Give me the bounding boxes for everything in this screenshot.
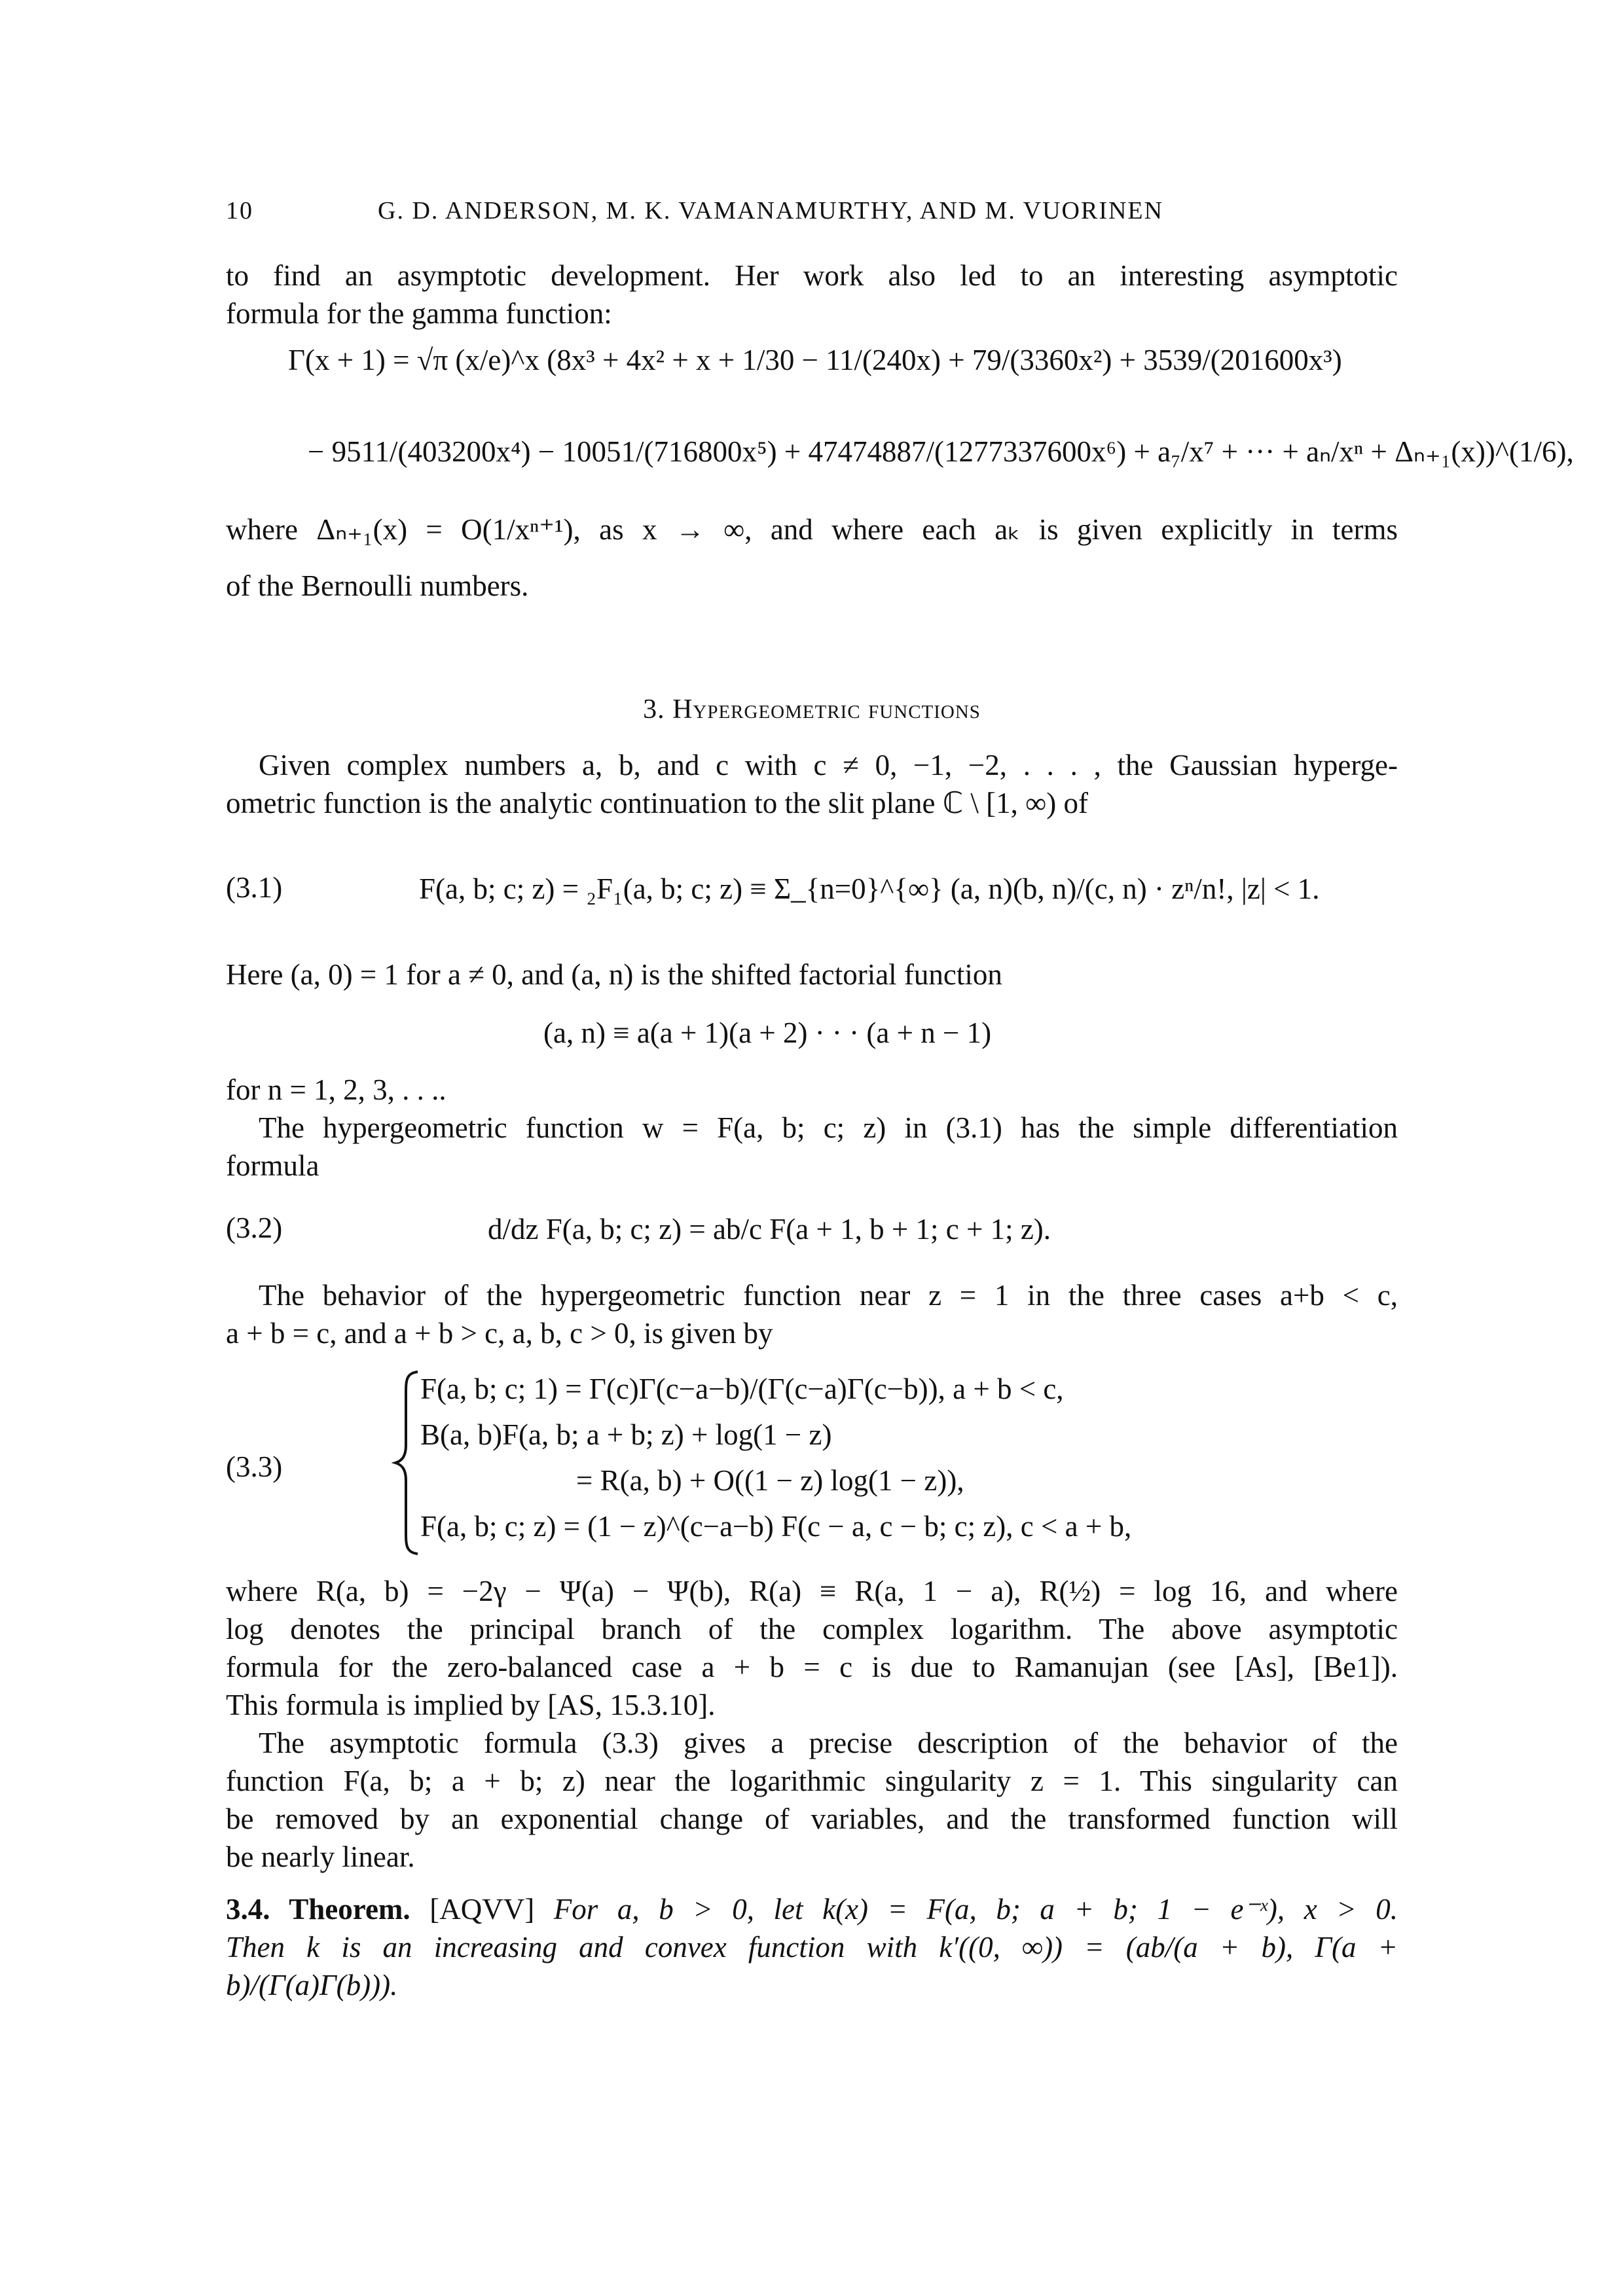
theorem-label: 3.4. Theorem. bbox=[226, 1893, 410, 1926]
theorem-line-3: b)/(Γ(a)Γ(b))). bbox=[226, 1969, 398, 2001]
behavior-line-1: The behavior of the hypergeometric function near z = 1 in the three cases a+b < c, bbox=[259, 1279, 1398, 1312]
equation-3-3-case-2b: = R(a, b) + O((1 − z) log(1 − z)), bbox=[576, 1464, 964, 1497]
shifted-factorial-intro: Here (a, 0) = 1 for a ≠ 0, and (a, n) is the shifted factorial function bbox=[226, 958, 1002, 991]
delta-explanation bbox=[226, 511, 1398, 605]
theorem-line-1-wrap bbox=[226, 1890, 1398, 1928]
ramanujan-line-4: This formula is implied by [AS, 15.3.10]. bbox=[226, 1689, 716, 1721]
equation-number-3-3: (3.3) bbox=[226, 1450, 283, 1483]
ramanujan-line-2: log denotes the principal branch of the complex logarithm. The above asymptotic bbox=[226, 1613, 1398, 1645]
asymptotic-line-3: be removed by an exponential change of variables, and the transformed function will bbox=[226, 1803, 1398, 1835]
asymptotic-paragraph bbox=[226, 1724, 1398, 1876]
equation-3-1: F(a, b; c; z) = ₂F₁(a, b; c; z) ≡ Σ_{n=0}^{∞} (a, n)(b, n)/(c, n) · zⁿ/n!, |z| < 1. bbox=[419, 872, 1320, 905]
shifted-factorial-definition: (a, n) ≡ a(a + 1)(a + 2) · · · (a + n − 1) bbox=[543, 1016, 992, 1049]
delta-line-1: where Δₙ₊₁(x) = O(1/xⁿ⁺¹), as x → ∞, and where each aₖ is given explicitly in terms bbox=[226, 513, 1398, 546]
ramanujan-line-1: where R(a, b) = −2γ − Ψ(a) − Ψ(b), R(a) ≡ R(a, 1 − a), R(½) = log 16, and where bbox=[226, 1575, 1398, 1607]
differentiation-paragraph bbox=[226, 1109, 1398, 1185]
section-title: Hypergeometric functions bbox=[672, 694, 981, 725]
delta-line-2: of the Bernoulli numbers. bbox=[226, 569, 529, 602]
section-intro-line-1: Given complex numbers a, b, and c with c ≠ 0, −1, −2, . . . , the Gaussian hyperge- bbox=[259, 749, 1398, 781]
section-number: 3. bbox=[643, 694, 665, 725]
differentiation-line-2: formula bbox=[226, 1149, 319, 1182]
page-number: 10 bbox=[226, 197, 253, 224]
running-header bbox=[226, 196, 1397, 229]
equation-3-3-case-1: F(a, b; c; 1) = Γ(c)Γ(c−a−b)/(Γ(c−a)Γ(c−b)), a + b < c, bbox=[420, 1372, 1064, 1405]
asymptotic-line-1: The asymptotic formula (3.3) gives a precise description of the behavior of the bbox=[259, 1727, 1398, 1759]
asymptotic-line-4: be nearly linear. bbox=[226, 1840, 415, 1873]
equation-3-3-case-2a: B(a, b)F(a, b; a + b; z) + log(1 − z) bbox=[420, 1418, 832, 1451]
gamma-formula-line-2: − 9511/(403200x⁴) − 10051/(716800x⁵) + 47474887/(1277337600x⁶) + a₇/x⁷ + ··· + aₙ/xⁿ + Δₙ₊₁(x))^(1/6), bbox=[308, 435, 1574, 468]
asymptotic-line-2: function F(a, b; a + b; z) near the logarithmic singularity z = 1. This singularity can bbox=[226, 1765, 1398, 1797]
left-brace-icon bbox=[392, 1368, 424, 1558]
section-intro-line-2: ometric function is the analytic continuation to the slit plane ℂ \ [1, ∞) of bbox=[226, 787, 1088, 819]
equation-3-2: d/dz F(a, b; c; z) = ab/c F(a + 1, b + 1; c + 1; z). bbox=[488, 1213, 1051, 1246]
equation-number-3-1: (3.1) bbox=[226, 871, 283, 904]
theorem-line-1: For a, b > 0, let k(x) = F(a, b; a + b; 1 − e⁻ˣ), x > 0. bbox=[553, 1893, 1398, 1926]
running-head-authors: G. D. ANDERSON, M. K. VAMANAMURTHY, AND M. VUORINEN bbox=[378, 197, 1164, 224]
theorem-reference: [AQVV] bbox=[429, 1893, 535, 1926]
ramanujan-paragraph bbox=[226, 1572, 1398, 1724]
theorem-line-2: Then k is an increasing and convex function with k′((0, ∞)) = (ab/(a + b), Γ(a + bbox=[226, 1931, 1398, 1964]
shifted-factorial-range: for n = 1, 2, 3, . . .. bbox=[226, 1073, 447, 1106]
ramanujan-line-3: formula for the zero-balanced case a + b = c is due to Ramanujan (see [As], [Be1]). bbox=[226, 1651, 1398, 1683]
equation-3-3-case-3: F(a, b; c; z) = (1 − z)^(c−a−b) F(c − a, c − b; c; z), c < a + b, bbox=[420, 1510, 1132, 1543]
section-intro-paragraph bbox=[226, 746, 1398, 822]
theorem-3-4 bbox=[226, 1890, 1398, 2004]
intro-line-2: formula for the gamma function: bbox=[226, 297, 612, 330]
differentiation-line-1: The hypergeometric function w = F(a, b; c; z) in (3.1) has the simple differentiation bbox=[259, 1111, 1398, 1144]
intro-paragraph bbox=[226, 257, 1398, 332]
behavior-line-2: a + b = c, and a + b > c, a, b, c > 0, is given by bbox=[226, 1317, 773, 1350]
gamma-formula-line-1: Γ(x + 1) = √π (x/e)^x (8x³ + 4x² + x + 1/30 − 11/(240x) + 79/(3360x²) + 3539/(201600x³) bbox=[288, 344, 1342, 376]
intro-line-1: to find an asymptotic development. Her work also led to an interesting asymptotic bbox=[226, 259, 1398, 292]
equation-number-3-2: (3.2) bbox=[226, 1211, 283, 1244]
section-heading bbox=[226, 694, 1398, 725]
behavior-paragraph bbox=[226, 1276, 1398, 1352]
